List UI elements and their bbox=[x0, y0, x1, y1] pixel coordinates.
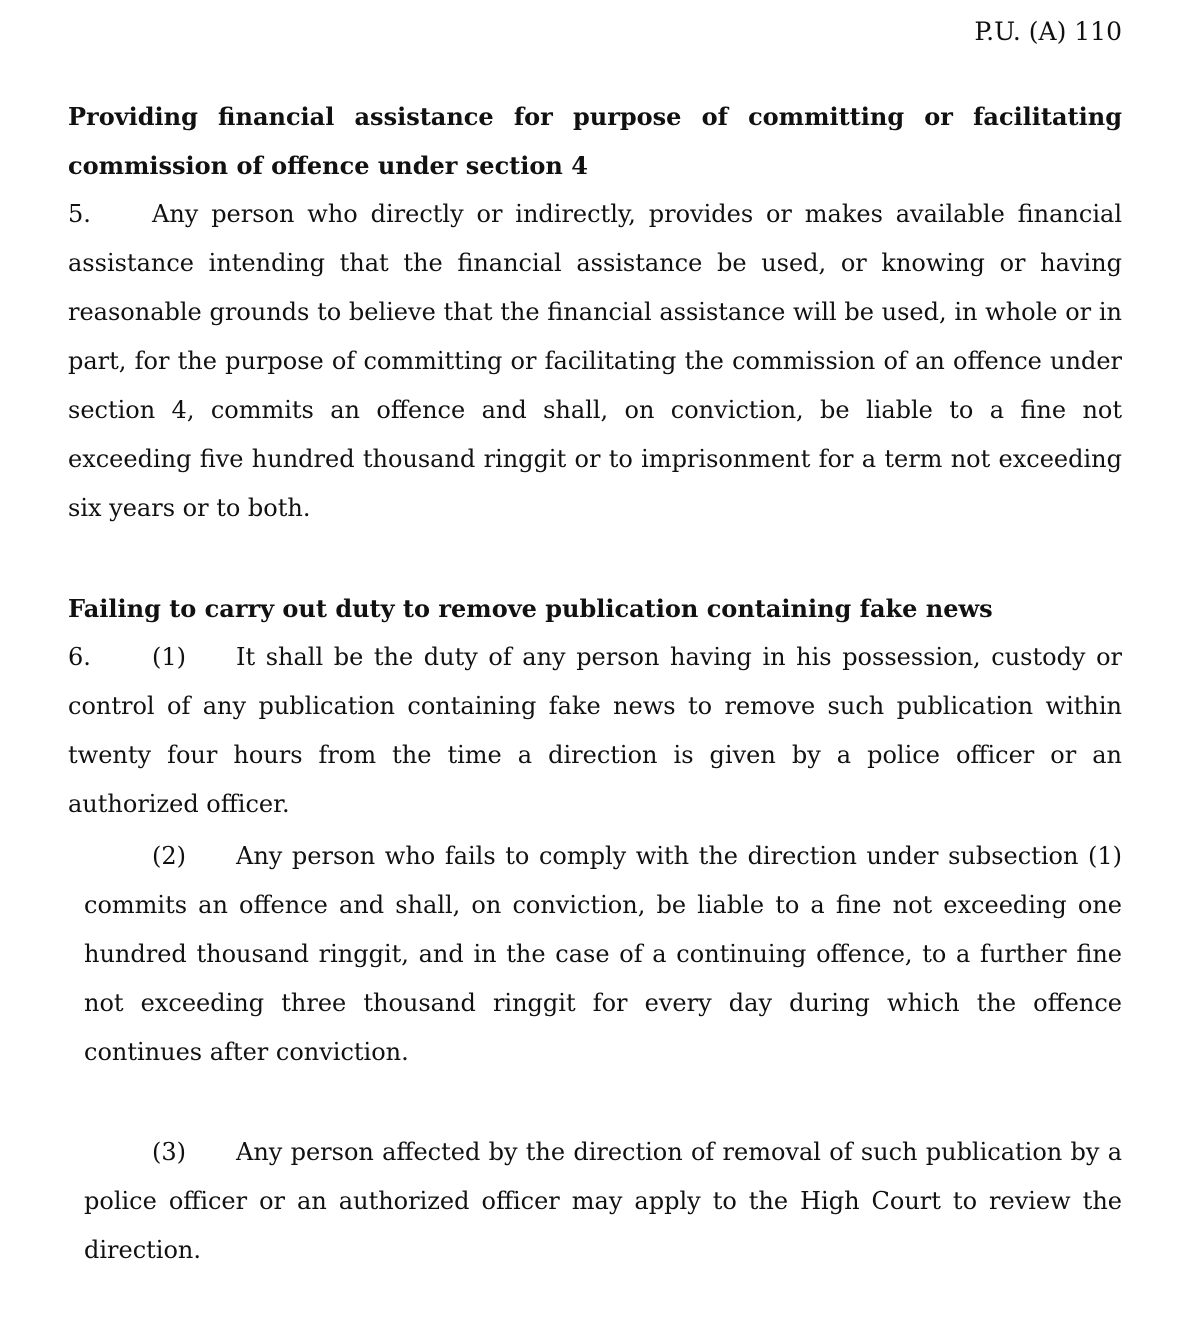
subsection-1-label: (1) bbox=[152, 643, 186, 671]
section-6-heading: Failing to carry out duty to remove publication containing fake news bbox=[68, 594, 993, 623]
subsection-2-text: Any person who fails to comply with the direction under subsection (1) commits an offence and shall, on conviction, be liable to a fine not exceeding one hundred thousand ringgit, and in the case of a continuing offence, to a further fine not exceeding three thousand ringgit for every day during which the offence continues after conviction. bbox=[84, 842, 1122, 1066]
section-5-number: 5. bbox=[68, 200, 91, 228]
subsection-2-label: (2) bbox=[152, 842, 186, 870]
subsection-3-text: Any person affected by the direction of removal of such publication by a police officer or an authorized officer may apply to the High Court to review the direction. bbox=[84, 1138, 1122, 1264]
section-5-text: Any person who directly or indirectly, provides or makes available financial assistance intending that the financial assistance be used, or knowing or having reasonable grounds to believe that the financial assistance will be used, in whole or in part, for the purpose of committing or facilitating the commission of an offence under section 4, commits an offence and shall, on conviction, be liable to a fine not exceeding five hundred thousand ringgit or to imprisonment for a term not exceeding six years or to both. bbox=[68, 200, 1122, 522]
document-reference: P.U. (A) 110 bbox=[974, 17, 1122, 46]
section-5-body bbox=[68, 190, 1122, 533]
section-6-subsection-2 bbox=[84, 832, 1122, 1077]
section-5-heading: Providing financial assistance for purpose of committing or facilitating commission of offence under section 4 bbox=[68, 102, 1122, 180]
section-6 bbox=[68, 584, 1122, 829]
subsection-3-label: (3) bbox=[152, 1138, 186, 1166]
document-page bbox=[68, 0, 1122, 1331]
subsection-1-text: It shall be the duty of any person having in his possession, custody or control of any publication containing fake news to remove such publication within twenty four hours from the time a direction is given by a police officer or an authorized officer. bbox=[68, 643, 1122, 818]
section-5 bbox=[68, 92, 1122, 533]
section-6-number: 6. bbox=[68, 643, 91, 671]
section-6-subsection-3 bbox=[84, 1128, 1122, 1275]
section-6-subsection-1 bbox=[68, 633, 1122, 829]
